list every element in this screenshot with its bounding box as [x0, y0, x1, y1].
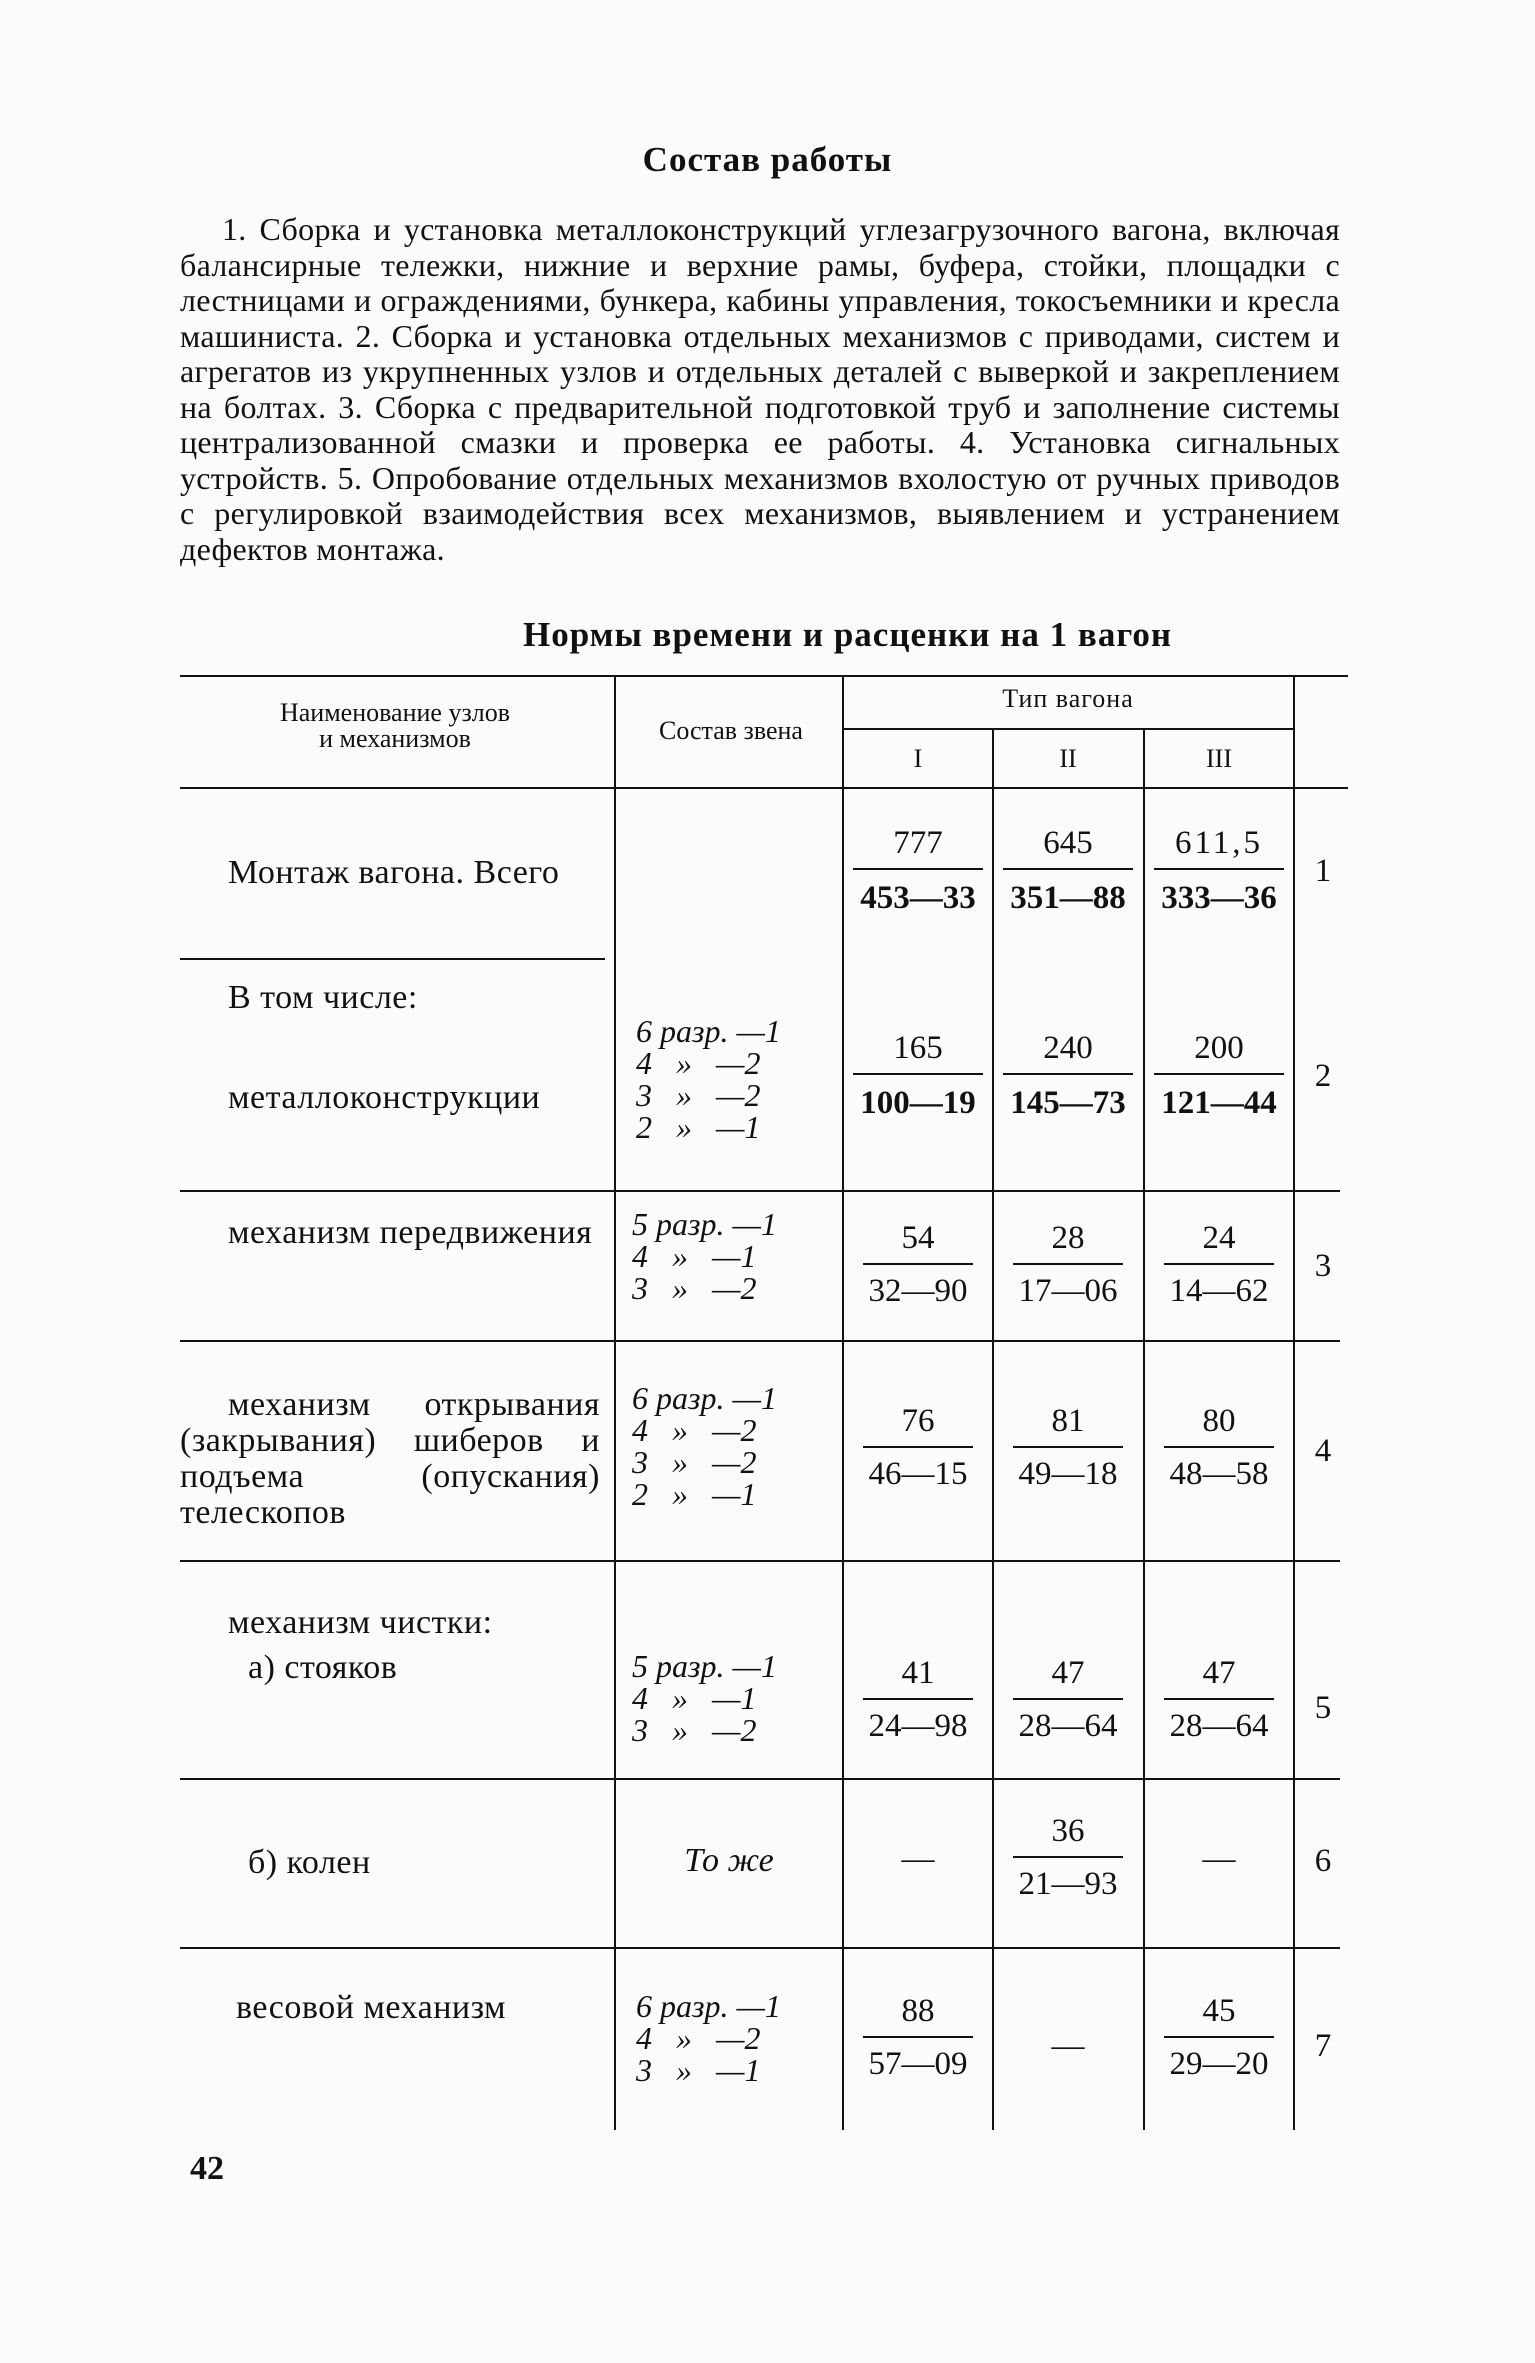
row-6-dash-1: — — [901, 1841, 935, 1877]
row-rule-1 — [180, 958, 605, 960]
row-6-number: 6 — [1314, 1843, 1332, 1879]
header-crew: Состав звена — [659, 716, 803, 745]
row-3-price-1: 32—90 — [868, 1273, 968, 1309]
row-5-frac-1 — [863, 1698, 973, 1700]
row-3-price-3: 14—62 — [1169, 1273, 1269, 1309]
row-4-name: механизм открывания (закрывания) шиберов и подъема (опускания) телескопов — [180, 1386, 600, 1531]
row-7-frac-1 — [863, 2036, 973, 2038]
row-6-time-2: 36 — [1051, 1813, 1085, 1849]
row-6-name: б) колен — [248, 1844, 371, 1881]
row-4-frac-1 — [863, 1446, 973, 1448]
row-1-price-3: 333—36 — [1161, 880, 1277, 916]
row-4-time-2: 81 — [1051, 1403, 1085, 1439]
row-3-crew: 5 разр. —1 4 » —1 3 » —2 — [632, 1206, 777, 1306]
row-1-number: 1 — [1314, 853, 1332, 889]
row-4-price-1: 46—15 — [868, 1456, 968, 1492]
row-rule-5 — [180, 1778, 1340, 1780]
row-1-time-1: 777 — [893, 825, 943, 861]
row-4-price-3: 48—58 — [1169, 1456, 1269, 1492]
row-6-dash-3: — — [1202, 1841, 1236, 1877]
row-4-crew: 6 разр. —1 4 » —2 3 » —2 2 » —1 — [632, 1380, 777, 1512]
row-2-name-top: В том числе: — [228, 979, 418, 1016]
row-6-crew: То же — [684, 1842, 774, 1879]
header-name: Наименование узлов и механизмов — [279, 698, 510, 753]
row-5-name-top: механизм чистки: — [228, 1604, 493, 1641]
row-5-number: 5 — [1314, 1690, 1332, 1726]
header-col-2: II — [1059, 744, 1077, 773]
row-1-price-2: 351—88 — [1010, 880, 1126, 916]
row-7-price-3: 29—20 — [1169, 2046, 1269, 2082]
row-5-price-1: 24—98 — [868, 1708, 968, 1744]
row-7-crew: 6 разр. —1 4 » —2 3 » —1 — [636, 1988, 781, 2088]
row-1-frac-3 — [1154, 868, 1284, 870]
row-5-time-3: 47 — [1202, 1655, 1236, 1691]
row-1-price-1: 453—33 — [860, 880, 976, 916]
row-rule-6 — [180, 1947, 1340, 1949]
row-2-number: 2 — [1314, 1058, 1332, 1094]
row-4-number: 4 — [1314, 1433, 1332, 1469]
row-3-time-2: 28 — [1051, 1220, 1085, 1256]
row-2-time-1: 165 — [893, 1030, 943, 1066]
header-type: Тип вагона — [1002, 684, 1134, 713]
row-3-name: механизм передвижения — [228, 1214, 593, 1251]
row-3-time-3: 24 — [1202, 1220, 1236, 1256]
row-4-price-2: 49—18 — [1018, 1456, 1118, 1492]
row-7-number: 7 — [1314, 2028, 1332, 2064]
row-4-frac-2 — [1013, 1446, 1123, 1448]
work-description: 1. Сборка и установка металлоконструкций углезагрузочного вагона, включая балансирные тележки, нижние и верхние рамы, буфера, стойки, площадки с лестницами и ограждениями, бункера, кабины управления, токосъемники и кресла машиниста. 2. Сборка и установка отдельных механизмов с приводами, систем и агрегатов из укрупненных узлов и отдельных деталей с выверкой и закреплением на болтах. 3. Сборка с предварительной подготовкой труб и заполнение системы централизованной смазки и проверка ее работы. 4. Установка сигнальных устройств. 5. Опробование отдельных механизмов вхолостую от ручных приводов с регулировкой взаимодействия всех механизмов, выявлением и устранением дефектов монтажа. — [180, 211, 1340, 567]
row-3-frac-3 — [1164, 1263, 1274, 1265]
col-rule-name — [614, 675, 616, 2130]
row-rule-3 — [180, 1340, 1340, 1342]
row-rule-4 — [180, 1560, 1340, 1562]
section-title-work: Состав работы — [642, 140, 893, 179]
row-2-price-2: 145—73 — [1010, 1085, 1126, 1121]
row-3-time-1: 54 — [901, 1220, 935, 1256]
row-5-time-2: 47 — [1051, 1655, 1085, 1691]
row-1-time-3: 611,5 — [1174, 825, 1264, 861]
header-bottom-rule — [180, 787, 1348, 789]
row-2-price-3: 121—44 — [1161, 1085, 1277, 1121]
row-2-frac-3 — [1154, 1073, 1284, 1075]
row-7-frac-3 — [1164, 2036, 1274, 2038]
row-7-price-1: 57—09 — [868, 2046, 968, 2082]
table-top-rule — [180, 675, 1348, 677]
row-2-price-1: 100—19 — [860, 1085, 976, 1121]
row-2-crew: 6 разр. —1 4 » —2 3 » —2 2 » —1 — [636, 1013, 781, 1145]
row-6-frac-2 — [1013, 1856, 1123, 1858]
row-7-time-1: 88 — [901, 1993, 935, 2029]
row-6-price-2: 21—93 — [1018, 1866, 1118, 1902]
row-3-frac-2 — [1013, 1263, 1123, 1265]
row-1-name: Монтаж вагона. Всего — [228, 854, 560, 891]
row-2-time-2: 240 — [1043, 1030, 1093, 1066]
row-7-dash-2: — — [1051, 2028, 1085, 2064]
row-4-frac-3 — [1164, 1446, 1274, 1448]
header-col-3: III — [1206, 744, 1232, 773]
row-5-time-1: 41 — [901, 1655, 935, 1691]
row-3-price-2: 17—06 — [1018, 1273, 1118, 1309]
row-5-frac-3 — [1164, 1698, 1274, 1700]
row-2-name: металлоконструкции — [228, 1079, 541, 1116]
row-7-time-3: 45 — [1202, 1993, 1236, 2029]
row-5-price-2: 28—64 — [1018, 1708, 1118, 1744]
row-2-frac-2 — [1003, 1073, 1133, 1075]
row-4-time-1: 76 — [901, 1403, 935, 1439]
row-1-frac-1 — [853, 868, 983, 870]
table-title: Нормы времени и расценки на 1 вагон — [522, 615, 1173, 654]
row-2-time-3: 200 — [1194, 1030, 1244, 1066]
row-rule-2 — [180, 1190, 1340, 1192]
page-number: 42 — [190, 2150, 224, 2187]
row-3-frac-1 — [863, 1263, 973, 1265]
type-header-rule — [843, 728, 1293, 730]
row-5-frac-2 — [1013, 1698, 1123, 1700]
row-5-price-3: 28—64 — [1169, 1708, 1269, 1744]
row-1-time-2: 645 — [1043, 825, 1093, 861]
row-7-name: весовой механизм — [236, 1989, 507, 2026]
row-5-crew: 5 разр. —1 4 » —1 3 » —2 — [632, 1648, 777, 1748]
row-3-number: 3 — [1314, 1248, 1332, 1284]
row-4-time-3: 80 — [1202, 1403, 1236, 1439]
row-2-frac-1 — [853, 1073, 983, 1075]
row-5-name: а) стояков — [248, 1649, 398, 1686]
header-col-1: I — [913, 744, 923, 773]
row-1-frac-2 — [1003, 868, 1133, 870]
